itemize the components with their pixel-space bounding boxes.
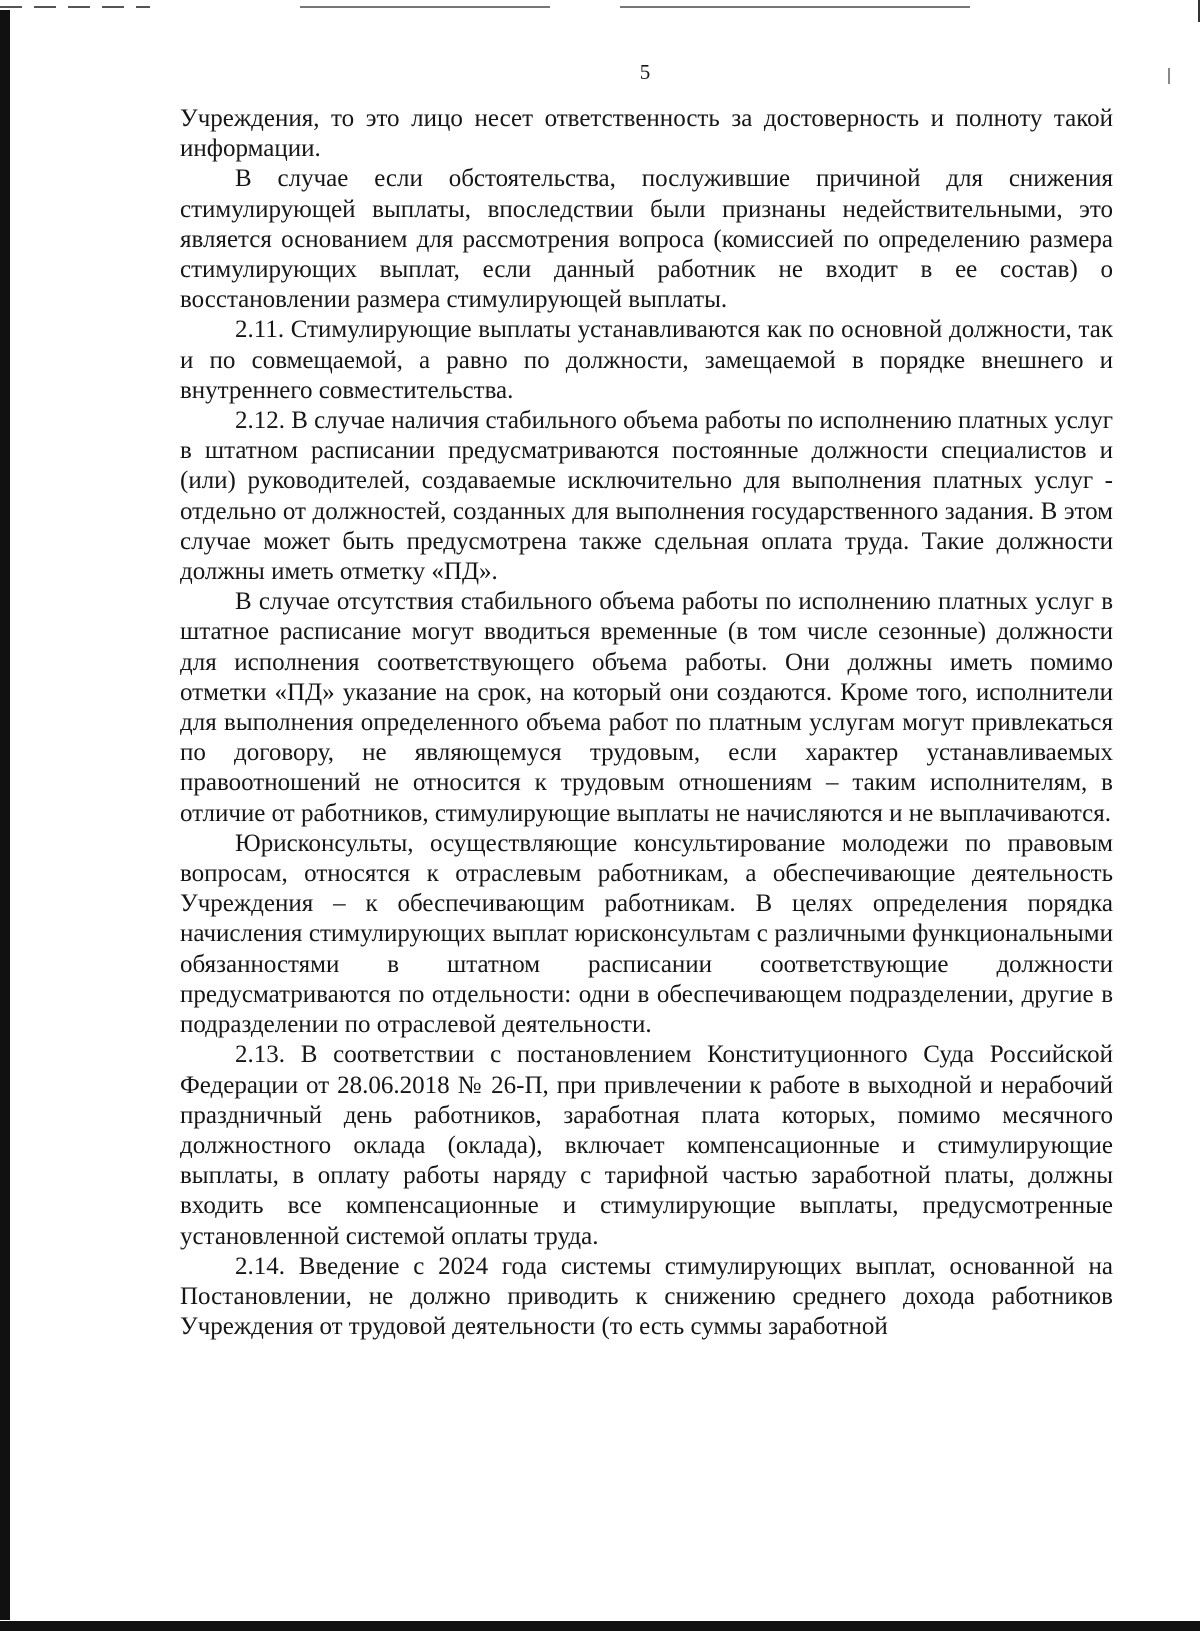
paragraph: В случае отсутствия стабильного объема работы по исполнению платных услуг в штатное расписание могут вводиться временные (в том числе сезонные) должности для исполнения соответствующего объема работы. Они должны иметь помимо отметки «ПД» указание на срок, на который они создаются. Кроме того, исполнители для выполнения определенного объема работ по платным услугам могут привлекаться по договору, не являющемуся трудовым, если характер устанавливаемых правоотношений не относится к трудовым отношениям – таким исполнителям, в отличие от работников, стимулирующие выплаты не начисляются и не выплачиваются. [180, 588, 1113, 827]
paragraph-continuation: Учреждения, то это лицо несет ответственность за достоверность и полноту такой информации. [180, 105, 1113, 163]
page-number: 5 [639, 60, 651, 84]
paragraph-2-11: 2.11. Стимулирующие выплаты устанавливаются как по основной должности, так и по совмещаемой, а равно по должности, замещаемой в порядке внешнего и внутреннего совместительства. [180, 316, 1113, 404]
paragraph-2-14: 2.14. Введение с 2024 года системы стимулирующих выплат, основанной на Постановлении, не должно приводить к снижению среднего дохода работников Учреждения от трудовой деятельности (то есть суммы заработной [180, 1252, 1113, 1341]
scan-artifact-top [300, 6, 550, 8]
paragraph: В случае если обстоятельства, послужившие причиной для снижения стимулирующей выплаты, впоследствии были признаны недействительными, это является основанием для рассмотрения вопроса (комиссией по определению размера стимулирующих выплат, если данный работник не входит в ее состав) о восстановлении размера стимулирующей выплаты. [180, 165, 1113, 314]
scan-artifact-top [620, 6, 970, 8]
paragraph: Юрисконсульты, осуществляющие консультирование молодежи по правовым вопросам, относятся к отраслевым работникам, а обеспечивающие деятельность Учреждения – к обеспечивающим работникам. В целях определения порядка начисления стимулирующих выплат юрисконсультам с различными функциональными обязанностями в штатном расписании соответствующие должности предусматриваются по отдельности: одни в обеспечивающем подразделении, другие в подразделении по отраслевой деятельности. [180, 829, 1113, 1039]
scan-artifact-top [0, 6, 150, 8]
paragraph-2-12: 2.12. В случае наличия стабильного объема работы по исполнению платных услуг в штатном расписании предусматриваются постоянные должности специалистов и (или) руководителей, создаваемые исключительно для выполнения платных услуг - отдельно от должностей, созданных для выполнения государственного задания. В этом случае может быть предусмотрена также сдельная оплата труда. Такие должности должны иметь отметку «ПД». [180, 407, 1114, 586]
scan-edge-bottom [0, 1621, 1200, 1631]
paragraph-2-13: 2.13. В соответствии с постановлением Конституционного Суда Российской Федерации от 28.06.2018 № 26-П, при привлечении к работе в выходной и нерабочий праздничный день работников, заработная плата которых, помимо месячного должностного оклада (оклада), включает компенсационные и стимулирующие выплаты, в оплату работы наряду с тарифной частью заработной платы, должны входить все компенсационные и стимулирующие выплаты, предусмотренные установленной системой оплаты труда. [180, 1041, 1113, 1250]
scan-edge-left [0, 10, 10, 1620]
document-body [180, 104, 1113, 1342]
